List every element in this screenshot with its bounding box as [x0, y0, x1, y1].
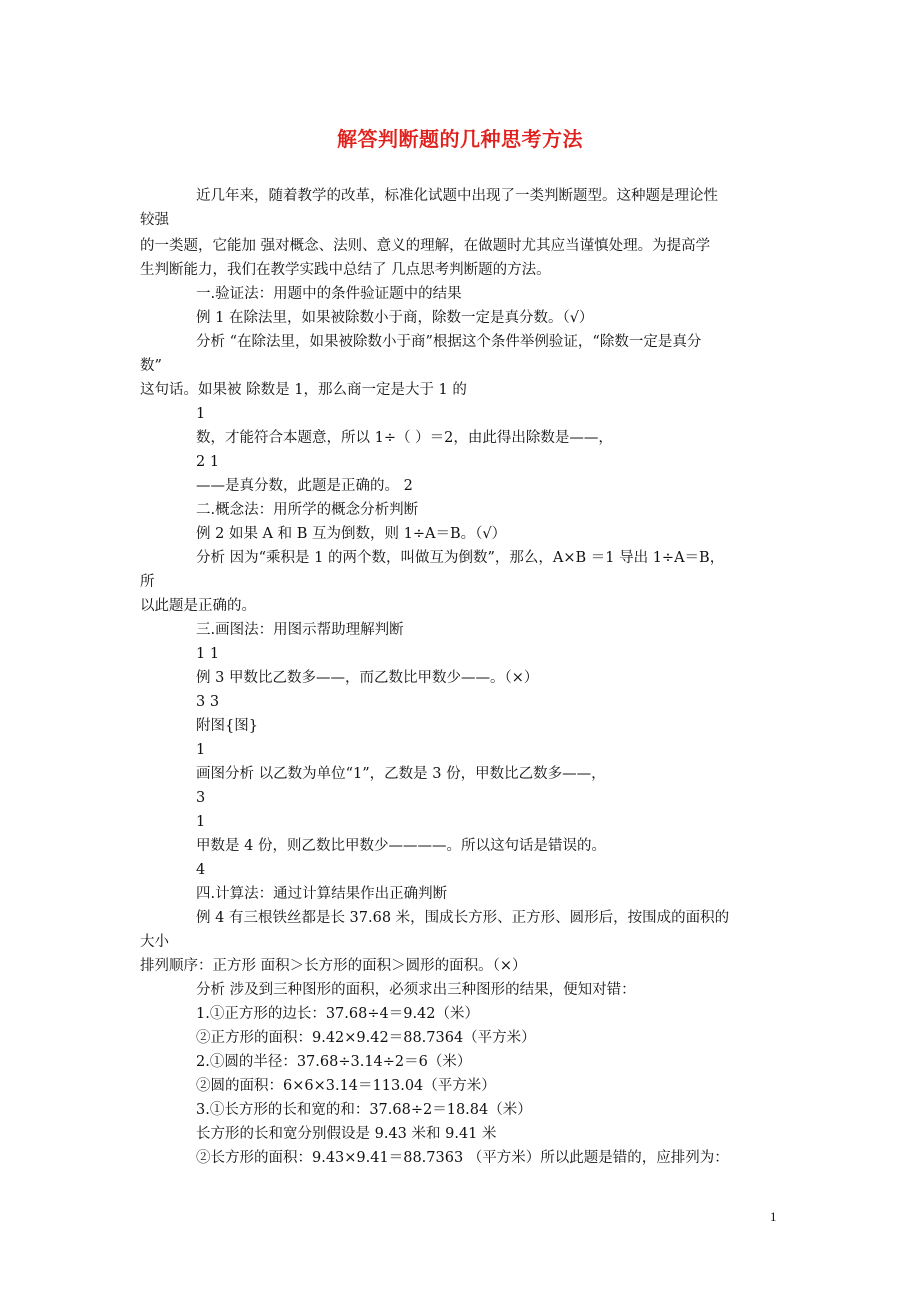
text-line: 的一类题，它能加 强对概念、法则、意义的理解，在做题时尤其应当谨慎处理。为提高学: [140, 238, 711, 254]
text-line: 1.①正方形的边长：37.68÷4＝9.42（米）: [196, 1006, 480, 1022]
text-line: 例 1 在除法里，如果被除数小于商，除数一定是真分数。（√）: [196, 310, 594, 326]
text-line: 分析 “在除法里，如果被除数小于商”根据这个条件举例验证，“除数一定是真分: [196, 334, 702, 350]
text-line: 近几年来，随着教学的改革，标准化试题中出现了一类判断题型。这种题是理论性: [196, 188, 718, 204]
text-line: ②正方形的面积：9.42×9.42＝88.7364（平方米）: [196, 1030, 536, 1046]
text-line: 1: [196, 742, 206, 758]
text-line: 较强: [140, 212, 169, 228]
text-line: 附图{图}: [196, 718, 258, 734]
text-line: 所: [140, 574, 155, 590]
text-line: 长方形的长和宽分别假设是 9.43 米和 9.41 米: [196, 1126, 497, 1142]
text-line: 分析 因为“乘积是 1 的两个数，叫做互为倒数”，那么，A×B ＝1 导出 1÷A＝B，: [196, 550, 725, 566]
text-line: 3: [196, 790, 206, 806]
text-line: 二.概念法：用所学的概念分析判断: [196, 502, 419, 518]
text-line: ②长方形的面积：9.43×9.41＝88.7363 （平方米）所以此题是错的，应排列为：: [196, 1150, 729, 1166]
text-line: 例 4 有三根铁丝都是长 37.68 米，围成长方形、正方形、圆形后，按围成的面积的: [196, 910, 730, 926]
text-line: 2.①圆的半径：37.68÷3.14÷2＝6（米）: [196, 1054, 472, 1070]
text-line: 排列顺序：正方形 面积＞长方形的面积＞圆形的面积。（×）: [140, 958, 527, 974]
document-title: 解答判断题的几种思考方法: [337, 127, 583, 151]
text-line: 1 1: [196, 646, 220, 662]
text-line: 数，才能符合本题意，所以 1÷（ ）＝2，由此得出除数是——，: [196, 430, 613, 446]
text-line: 三.画图法：用图示帮助理解判断: [196, 622, 404, 638]
text-line: ——是真分数，此题是正确的。 2: [196, 478, 413, 494]
text-line: 四.计算法：通过计算结果作出正确判断: [196, 886, 448, 902]
text-line: 3 3: [196, 694, 220, 710]
text-line: ②圆的面积：6×6×3.14＝113.04（平方米）: [196, 1078, 496, 1094]
text-line: 1: [196, 406, 206, 422]
text-line: 2 1: [196, 454, 220, 470]
text-line: 大小: [140, 934, 169, 950]
text-line: 以此题是正确的。: [140, 598, 256, 614]
text-line: 1: [196, 814, 206, 830]
page-number: 1: [770, 1209, 777, 1224]
text-line: 这句话。如果被 除数是 1，那么商一定是大于 1 的: [140, 382, 467, 398]
text-line: 一.验证法：用题中的条件验证题中的结果: [196, 286, 462, 302]
text-line: 数”: [140, 358, 162, 374]
text-line: 例 3 甲数比乙数多——，而乙数比甲数少——。（×）: [196, 670, 539, 686]
text-line: 生判断能力，我们在教学实践中总结了 几点思考判断题的方法。: [140, 262, 551, 278]
text-line: 分析 涉及到三种图形的面积，必须求出三种图形的结果，便知对错：: [196, 982, 636, 998]
text-line: 甲数是 4 份，则乙数比甲数少————。所以这句话是错误的。: [196, 838, 606, 854]
text-line: 画图分析 以乙数为单位“1”，乙数是 3 份，甲数比乙数多——，: [196, 766, 606, 782]
text-line: 4: [196, 862, 206, 878]
text-line: 3.①长方形的长和宽的和：37.68÷2＝18.84（米）: [196, 1102, 532, 1118]
text-line: 例 2 如果 A 和 B 互为倒数，则 1÷A＝B。（√）: [196, 526, 507, 542]
